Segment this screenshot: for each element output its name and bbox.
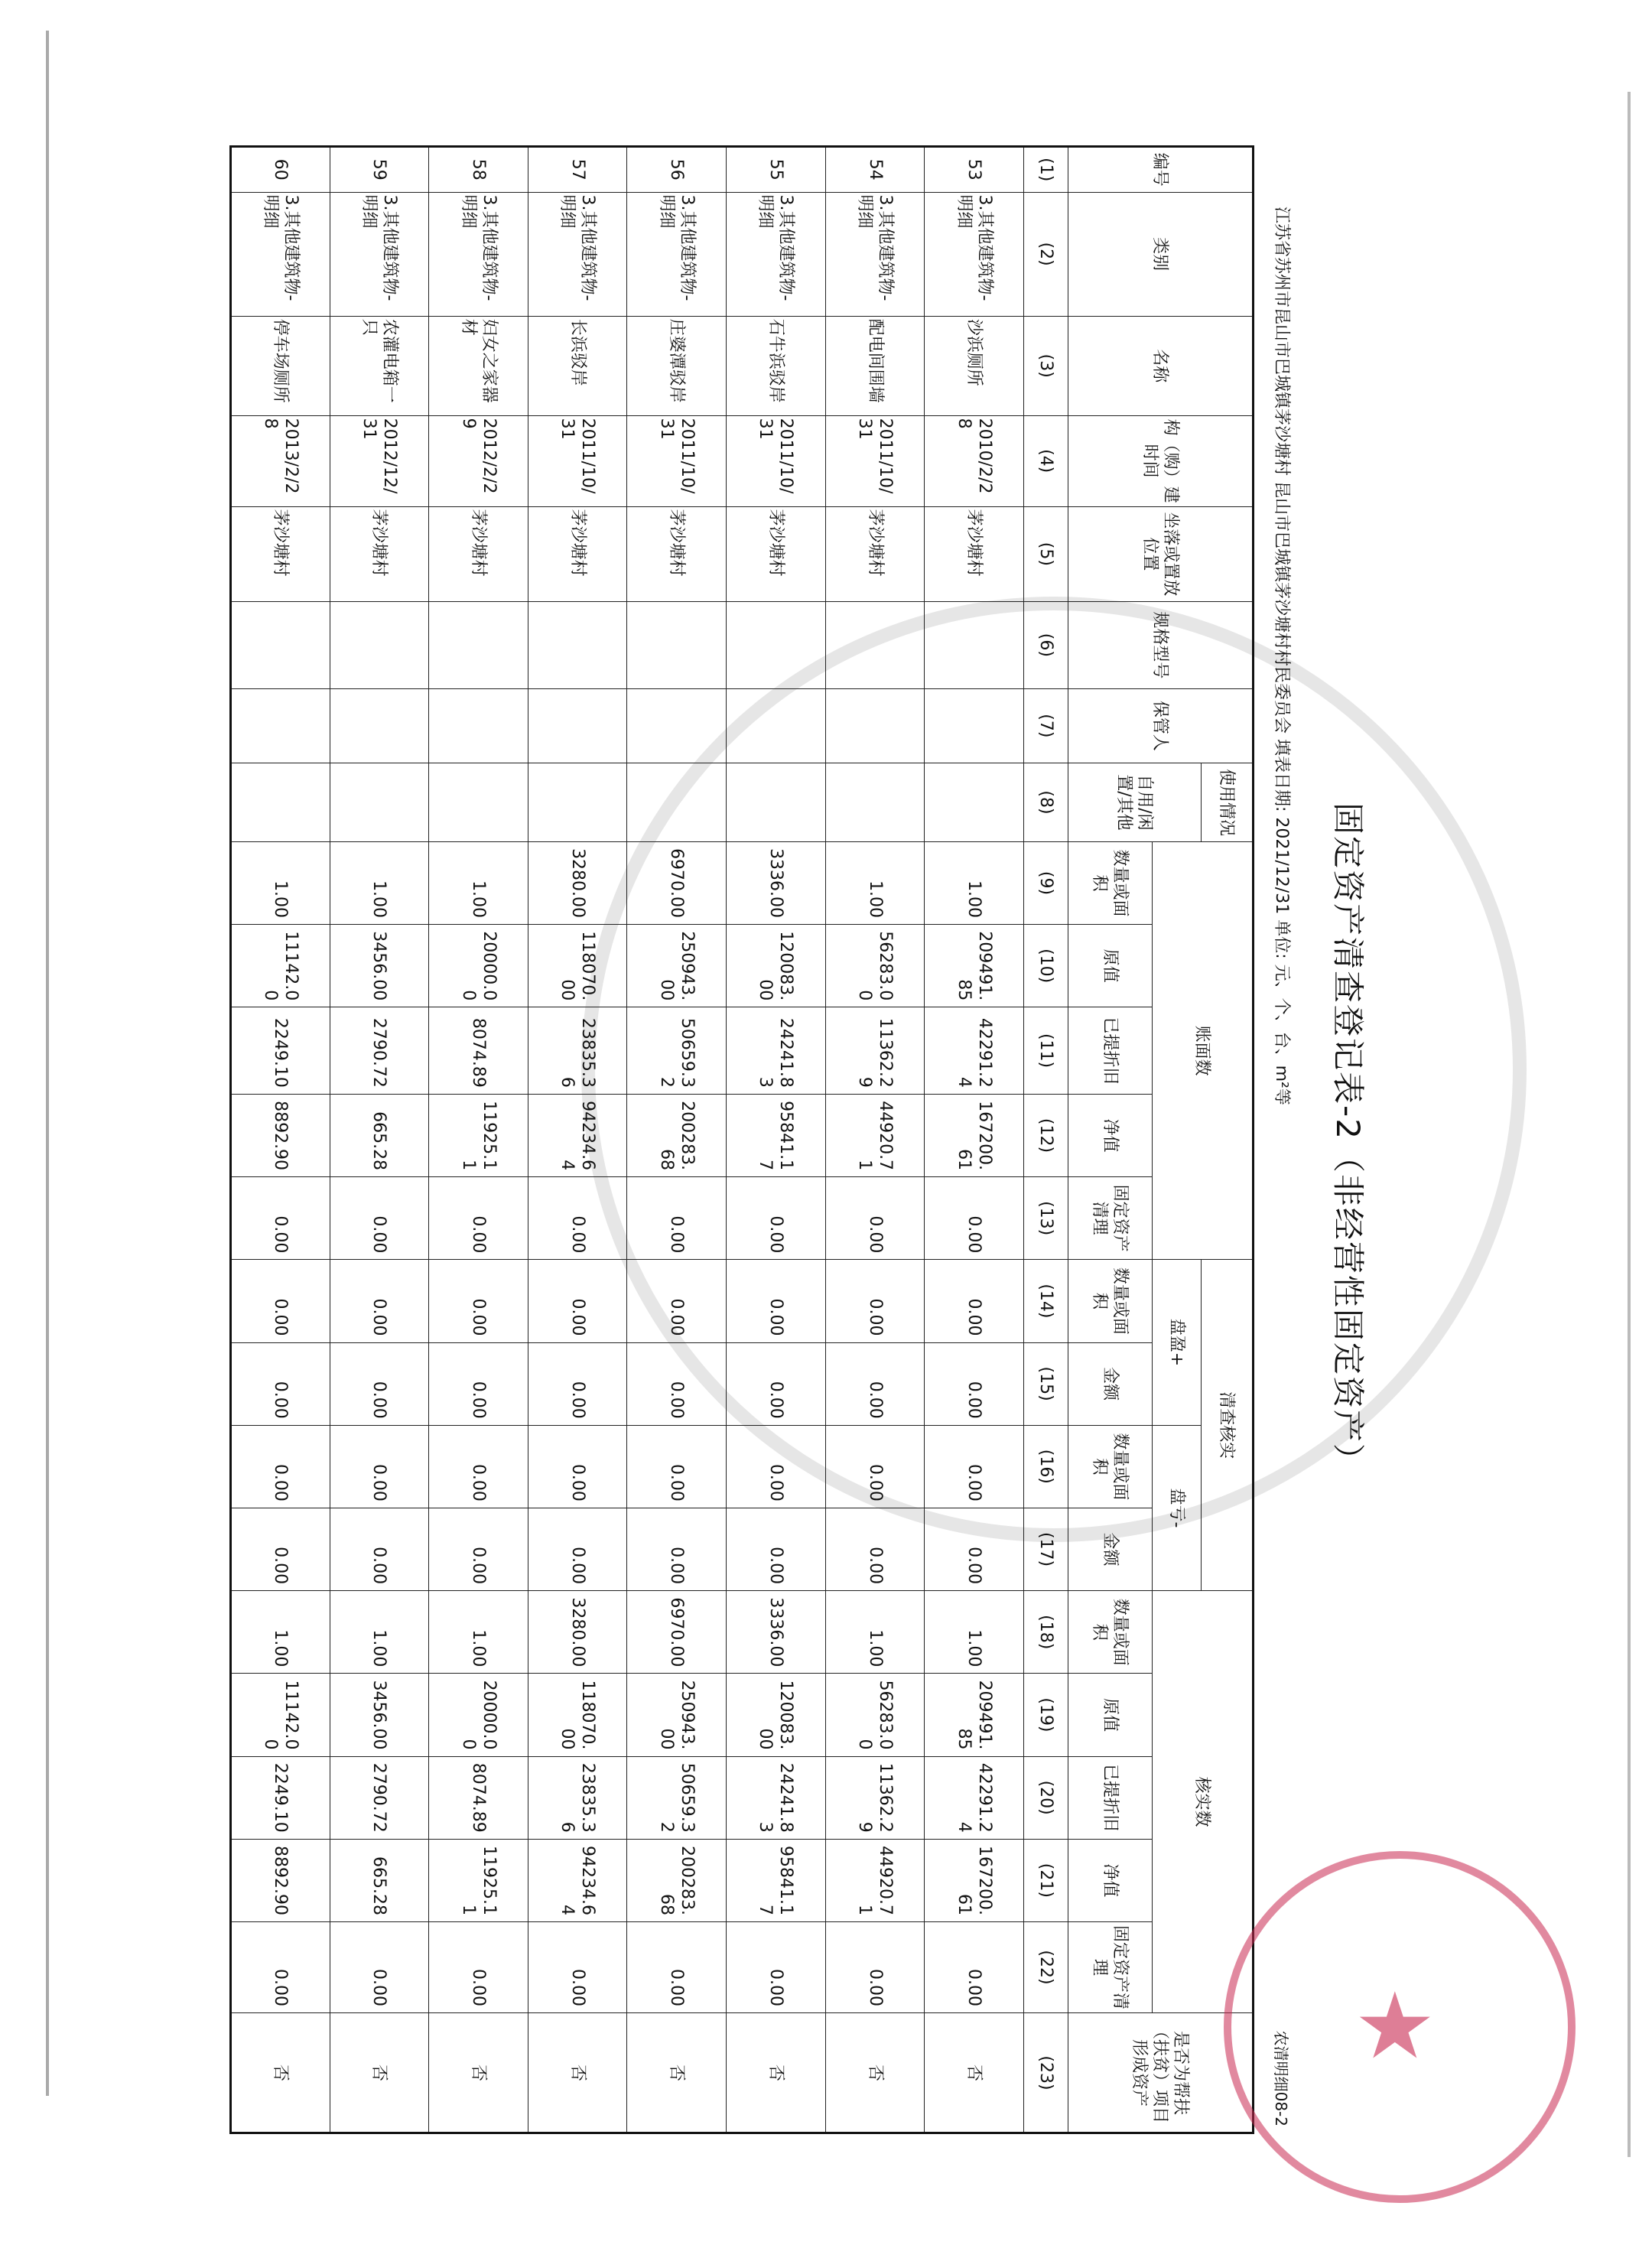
hdr-v-qty: 数量或面积 (1068, 1591, 1153, 1674)
column-number: (17) (1024, 1508, 1068, 1590)
hdr-location: 坐落或置放位置 (1068, 506, 1254, 601)
table-row (825, 147, 925, 2133)
column-number: (21) (1024, 1839, 1068, 1921)
empty-cell (825, 763, 925, 842)
empty-cell (429, 763, 528, 842)
column-number: (3) (1024, 316, 1068, 415)
cell-loc: 茅沙塘村 (231, 506, 330, 601)
asset-table (229, 145, 1254, 2134)
hdr-verified: 核实数 (1153, 1591, 1254, 2013)
cell-vorig: 11142.00 (231, 1674, 330, 1756)
hdr-book: 账面数 (1153, 841, 1254, 1259)
empty-cell (528, 602, 627, 689)
cell-loc: 茅沙塘村 (727, 506, 826, 601)
column-number: (6) (1024, 602, 1068, 689)
cell-category: 3.其他建筑物-明细 (330, 192, 429, 316)
cell-c12: 0.00 (627, 1177, 727, 1260)
cell-orig: 56283.00 (825, 925, 925, 1007)
cell-vorig: 209491.85 (925, 1674, 1024, 1756)
cell-qty: 1.00 (429, 841, 528, 924)
empty-cell (825, 602, 925, 689)
cell-no: 56 (627, 147, 727, 193)
cell-vnet: 44920.71 (825, 1839, 925, 1921)
column-number: (13) (1024, 1177, 1068, 1260)
cell-c12: 0.00 (231, 1177, 330, 1260)
empty-cell (231, 763, 330, 842)
hdr-v-net: 净值 (1068, 1839, 1153, 1921)
cell-qty: 1.00 (825, 841, 925, 924)
cell-qty: 3280.00 (528, 841, 627, 924)
hdr-v-fixed-clear: 固定资产清理 (1068, 1921, 1153, 2012)
cell-time: 2012/12/31 (330, 415, 429, 506)
cell-vqty: 1.00 (429, 1591, 528, 1674)
hdr-v-dep: 已提折旧 (1068, 1756, 1153, 1839)
cell-qty: 1.00 (231, 841, 330, 924)
column-number: (5) (1024, 506, 1068, 601)
cell-vqty: 1.00 (925, 1591, 1024, 1674)
cell-vqty: 3280.00 (528, 1591, 627, 1674)
cell-net: 167200.61 (925, 1094, 1024, 1176)
hdr-surplus: 盘盈+ (1153, 1260, 1202, 1425)
column-number: (14) (1024, 1260, 1068, 1342)
cell-vnet: 167200.61 (925, 1839, 1024, 1921)
cell-net: 8892.90 (231, 1094, 330, 1176)
cell-dep: 2249.10 (231, 1007, 330, 1095)
cell-c13: 0.00 (330, 1260, 429, 1342)
hdr-dep: 已提折旧 (1068, 1007, 1153, 1095)
cell-c16: 0.00 (231, 1508, 330, 1590)
hdr-net: 净值 (1068, 1094, 1153, 1176)
cell-c22: 否 (231, 2013, 330, 2133)
empty-cell (429, 688, 528, 763)
cell-no: 54 (825, 147, 925, 193)
hdr-fixed-clear: 固定资产清理 (1068, 1177, 1153, 1260)
cell-loc: 茅沙塘村 (627, 506, 727, 601)
cell-c14: 0.00 (429, 1342, 528, 1425)
cell-vdep: 8074.89 (429, 1756, 528, 1839)
cell-c13: 0.00 (627, 1260, 727, 1342)
cell-c16: 0.00 (925, 1508, 1024, 1590)
stamp-star-icon: ★ (1354, 1973, 1436, 2080)
page-title: 固定资产清查登记表-2（非经营性固定资产） (1329, 802, 1367, 1477)
empty-cell (528, 763, 627, 842)
empty-cell (925, 688, 1024, 763)
cell-vorig: 120083.00 (727, 1674, 826, 1756)
column-number: (23) (1024, 2013, 1068, 2133)
cell-c21: 0.00 (727, 1921, 826, 2012)
table-row (727, 147, 826, 2133)
cell-dep: 50659.32 (627, 1007, 727, 1095)
cell-c21: 0.00 (627, 1921, 727, 2012)
cell-vqty: 6970.00 (627, 1591, 727, 1674)
cell-c21: 0.00 (330, 1921, 429, 2012)
column-number: (7) (1024, 688, 1068, 763)
cell-c13: 0.00 (925, 1260, 1024, 1342)
cell-vqty: 3336.00 (727, 1591, 826, 1674)
cell-c12: 0.00 (330, 1177, 429, 1260)
cell-no: 55 (727, 147, 826, 193)
cell-vdep: 11362.29 (825, 1756, 925, 1839)
cell-orig: 11142.00 (231, 925, 330, 1007)
cell-category: 3.其他建筑物-明细 (231, 192, 330, 316)
cell-category: 3.其他建筑物-明细 (627, 192, 727, 316)
hdr-category: 类别 (1068, 192, 1254, 316)
cell-loc: 茅沙塘村 (925, 506, 1024, 601)
cell-vorig: 20000.00 (429, 1674, 528, 1756)
table-row (528, 147, 627, 2133)
cell-vqty: 1.00 (231, 1591, 330, 1674)
empty-cell (330, 688, 429, 763)
cell-c14: 0.00 (528, 1342, 627, 1425)
cell-vnet: 94234.64 (528, 1839, 627, 1921)
hdr-loss-qty: 数量或面积 (1068, 1425, 1153, 1508)
cell-time: 2011/10/31 (727, 415, 826, 506)
column-number: (12) (1024, 1094, 1068, 1176)
unit-line (1266, 145, 1296, 2134)
cell-category: 3.其他建筑物-明细 (429, 192, 528, 316)
cell-time: 2011/10/31 (528, 415, 627, 506)
scan-edge-left (46, 31, 49, 2096)
cell-qty: 1.00 (330, 841, 429, 924)
cell-dep: 23835.36 (528, 1007, 627, 1095)
cell-c12: 0.00 (727, 1177, 826, 1260)
cell-time: 2013/2/28 (231, 415, 330, 506)
column-number: (4) (1024, 415, 1068, 506)
table-row (627, 147, 727, 2133)
cell-c12: 0.00 (528, 1177, 627, 1260)
cell-c15: 0.00 (330, 1425, 429, 1508)
cell-c15: 0.00 (231, 1425, 330, 1508)
cell-name: 石牛浜驳岸 (727, 316, 826, 415)
hdr-orig: 原值 (1068, 925, 1153, 1007)
cell-dep: 11362.29 (825, 1007, 925, 1095)
cell-vdep: 2790.72 (330, 1756, 429, 1839)
hdr-poverty: 是否为帮扶（扶贫）项目形成资产 (1068, 2013, 1254, 2133)
empty-cell (330, 763, 429, 842)
empty-cell (727, 602, 826, 689)
hdr-qty: 数量或面积 (1068, 841, 1153, 924)
cell-c14: 0.00 (627, 1342, 727, 1425)
cell-no: 59 (330, 147, 429, 193)
cell-name: 沙浜厕所 (925, 316, 1024, 415)
cell-vorig: 250943.00 (627, 1674, 727, 1756)
form-code: 农清明细08-2 (1272, 2030, 1290, 2126)
column-number: (20) (1024, 1756, 1068, 1839)
cell-category: 3.其他建筑物-明细 (925, 192, 1024, 316)
cell-name: 妇女之家器材 (429, 316, 528, 415)
cell-time: 2010/2/28 (925, 415, 1024, 506)
cell-c15: 0.00 (825, 1425, 925, 1508)
column-number: (19) (1024, 1674, 1068, 1756)
cell-c21: 0.00 (825, 1921, 925, 2012)
cell-c21: 0.00 (429, 1921, 528, 2012)
cell-vnet: 11925.11 (429, 1839, 528, 1921)
cell-c16: 0.00 (429, 1508, 528, 1590)
empty-cell (825, 688, 925, 763)
cell-vdep: 50659.32 (627, 1756, 727, 1839)
cell-qty: 1.00 (925, 841, 1024, 924)
cell-time: 2011/10/31 (627, 415, 727, 506)
cell-category: 3.其他建筑物-明细 (825, 192, 925, 316)
cell-c12: 0.00 (825, 1177, 925, 1260)
empty-cell (330, 602, 429, 689)
hdr-surplus-amount: 金额 (1068, 1342, 1153, 1425)
column-number: (9) (1024, 841, 1068, 924)
hdr-loss-amount: 金额 (1068, 1508, 1153, 1590)
empty-cell (925, 763, 1024, 842)
empty-cell (727, 763, 826, 842)
cell-c14: 0.00 (231, 1342, 330, 1425)
cell-net: 94234.64 (528, 1094, 627, 1176)
cell-vdep: 2249.10 (231, 1756, 330, 1839)
empty-cell (231, 602, 330, 689)
hdr-usage: 使用情况 (1202, 763, 1254, 842)
cell-c22: 否 (528, 2013, 627, 2133)
cell-c14: 0.00 (825, 1342, 925, 1425)
hdr-spec: 规格型号 (1068, 602, 1254, 689)
cell-vnet: 200283.68 (627, 1839, 727, 1921)
column-number: (1) (1024, 147, 1068, 193)
cell-vdep: 42291.24 (925, 1756, 1024, 1839)
cell-name: 配电间围墙 (825, 316, 925, 415)
cell-c13: 0.00 (825, 1260, 925, 1342)
cell-vorig: 118070.00 (528, 1674, 627, 1756)
empty-cell (925, 602, 1024, 689)
cell-dep: 2790.72 (330, 1007, 429, 1095)
cell-loc: 茅沙塘村 (825, 506, 925, 601)
cell-c13: 0.00 (528, 1260, 627, 1342)
scan-edge-right (1628, 92, 1631, 2157)
cell-vnet: 665.28 (330, 1839, 429, 1921)
cell-c13: 0.00 (727, 1260, 826, 1342)
cell-loc: 茅沙塘村 (528, 506, 627, 601)
cell-vqty: 1.00 (330, 1591, 429, 1674)
column-number: (16) (1024, 1425, 1068, 1508)
hdr-usage-sub: 自用/闲置/其他 (1068, 763, 1202, 842)
official-stamp (1224, 1851, 1576, 2203)
cell-c15: 0.00 (627, 1425, 727, 1508)
cell-orig: 120083.00 (727, 925, 826, 1007)
cell-vnet: 95841.17 (727, 1839, 826, 1921)
cell-category: 3.其他建筑物-明细 (727, 192, 826, 316)
cell-c21: 0.00 (231, 1921, 330, 2012)
cell-c16: 0.00 (330, 1508, 429, 1590)
column-number-row (1024, 147, 1068, 2133)
cell-vqty: 1.00 (825, 1591, 925, 1674)
cell-dep: 8074.89 (429, 1007, 528, 1095)
cell-c22: 否 (429, 2013, 528, 2133)
cell-dep: 24241.83 (727, 1007, 826, 1095)
empty-cell (627, 763, 727, 842)
cell-c12: 0.00 (429, 1177, 528, 1260)
cell-vorig: 3456.00 (330, 1674, 429, 1756)
cell-no: 58 (429, 147, 528, 193)
cell-orig: 3456.00 (330, 925, 429, 1007)
cell-vorig: 56283.00 (825, 1674, 925, 1756)
cell-no: 53 (925, 147, 1024, 193)
table-row (330, 147, 429, 2133)
cell-c22: 否 (627, 2013, 727, 2133)
table-row (231, 147, 330, 2133)
hdr-keeper: 保管人 (1068, 688, 1254, 763)
ledger-sheet (222, 145, 1384, 2134)
cell-net: 200283.68 (627, 1094, 727, 1176)
hdr-check: 清查核实 (1202, 1260, 1254, 1591)
cell-net: 665.28 (330, 1094, 429, 1176)
table-row (429, 147, 528, 2133)
column-number: (22) (1024, 1921, 1068, 2012)
empty-cell (627, 688, 727, 763)
cell-orig: 209491.85 (925, 925, 1024, 1007)
cell-orig: 20000.00 (429, 925, 528, 1007)
column-number: (8) (1024, 763, 1068, 842)
cell-dep: 42291.24 (925, 1007, 1024, 1095)
hdr-surplus-qty: 数量或面积 (1068, 1260, 1153, 1342)
cell-vdep: 24241.83 (727, 1756, 826, 1839)
empty-cell (231, 688, 330, 763)
cell-c21: 0.00 (528, 1921, 627, 2012)
cell-c16: 0.00 (528, 1508, 627, 1590)
hdr-loss: 盘亏- (1153, 1425, 1202, 1590)
column-number: (15) (1024, 1342, 1068, 1425)
cell-loc: 茅沙塘村 (330, 506, 429, 601)
cell-orig: 118070.00 (528, 925, 627, 1007)
cell-name: 长浜驳岸 (528, 316, 627, 415)
cell-qty: 3336.00 (727, 841, 826, 924)
cell-c22: 否 (925, 2013, 1024, 2133)
cell-time: 2012/2/29 (429, 415, 528, 506)
column-number: (11) (1024, 1007, 1068, 1095)
cell-c15: 0.00 (429, 1425, 528, 1508)
cell-orig: 250943.00 (627, 925, 727, 1007)
cell-no: 60 (231, 147, 330, 193)
cell-net: 44920.71 (825, 1094, 925, 1176)
cell-c21: 0.00 (925, 1921, 1024, 2012)
column-number: (18) (1024, 1591, 1068, 1674)
cell-c16: 0.00 (627, 1508, 727, 1590)
empty-cell (627, 602, 727, 689)
cell-name: 庄婆潭驳岸 (627, 316, 727, 415)
hdr-build-time: 构（购）建时间 (1068, 415, 1254, 506)
table-row (925, 147, 1024, 2133)
cell-c12: 0.00 (925, 1177, 1024, 1260)
column-number: (2) (1024, 192, 1068, 316)
cell-c22: 否 (825, 2013, 925, 2133)
cell-c16: 0.00 (825, 1508, 925, 1590)
cell-c15: 0.00 (528, 1425, 627, 1508)
cell-c13: 0.00 (231, 1260, 330, 1342)
cell-c14: 0.00 (925, 1342, 1024, 1425)
column-number: (10) (1024, 925, 1068, 1007)
cell-name: 停车场厕所 (231, 316, 330, 415)
cell-c16: 0.00 (727, 1508, 826, 1590)
cell-net: 11925.11 (429, 1094, 528, 1176)
cell-c14: 0.00 (727, 1342, 826, 1425)
hdr-v-orig: 原值 (1068, 1674, 1153, 1756)
cell-name: 农灌电箱一只 (330, 316, 429, 415)
hdr-name: 名称 (1068, 316, 1254, 415)
asset-rows (231, 147, 1024, 2133)
cell-vnet: 8892.90 (231, 1839, 330, 1921)
unit-info: 江苏省苏州市昆山市巴城镇茅沙塘村 昆山市巴城镇茅沙塘村村民委员会 填表日期: 2021/12/31 单位: 元、个、台、m²等 (1272, 207, 1291, 1105)
cell-c22: 否 (727, 2013, 826, 2133)
empty-cell (429, 602, 528, 689)
cell-category: 3.其他建筑物-明细 (528, 192, 627, 316)
hdr-no: 编号 (1068, 147, 1254, 193)
empty-cell (727, 688, 826, 763)
cell-c22: 否 (330, 2013, 429, 2133)
cell-c14: 0.00 (330, 1342, 429, 1425)
cell-c13: 0.00 (429, 1260, 528, 1342)
cell-net: 95841.17 (727, 1094, 826, 1176)
cell-c15: 0.00 (727, 1425, 826, 1508)
cell-no: 57 (528, 147, 627, 193)
empty-cell (528, 688, 627, 763)
cell-vdep: 23835.36 (528, 1756, 627, 1839)
cell-loc: 茅沙塘村 (429, 506, 528, 601)
cell-qty: 6970.00 (627, 841, 727, 924)
cell-time: 2011/10/31 (825, 415, 925, 506)
cell-c15: 0.00 (925, 1425, 1024, 1508)
